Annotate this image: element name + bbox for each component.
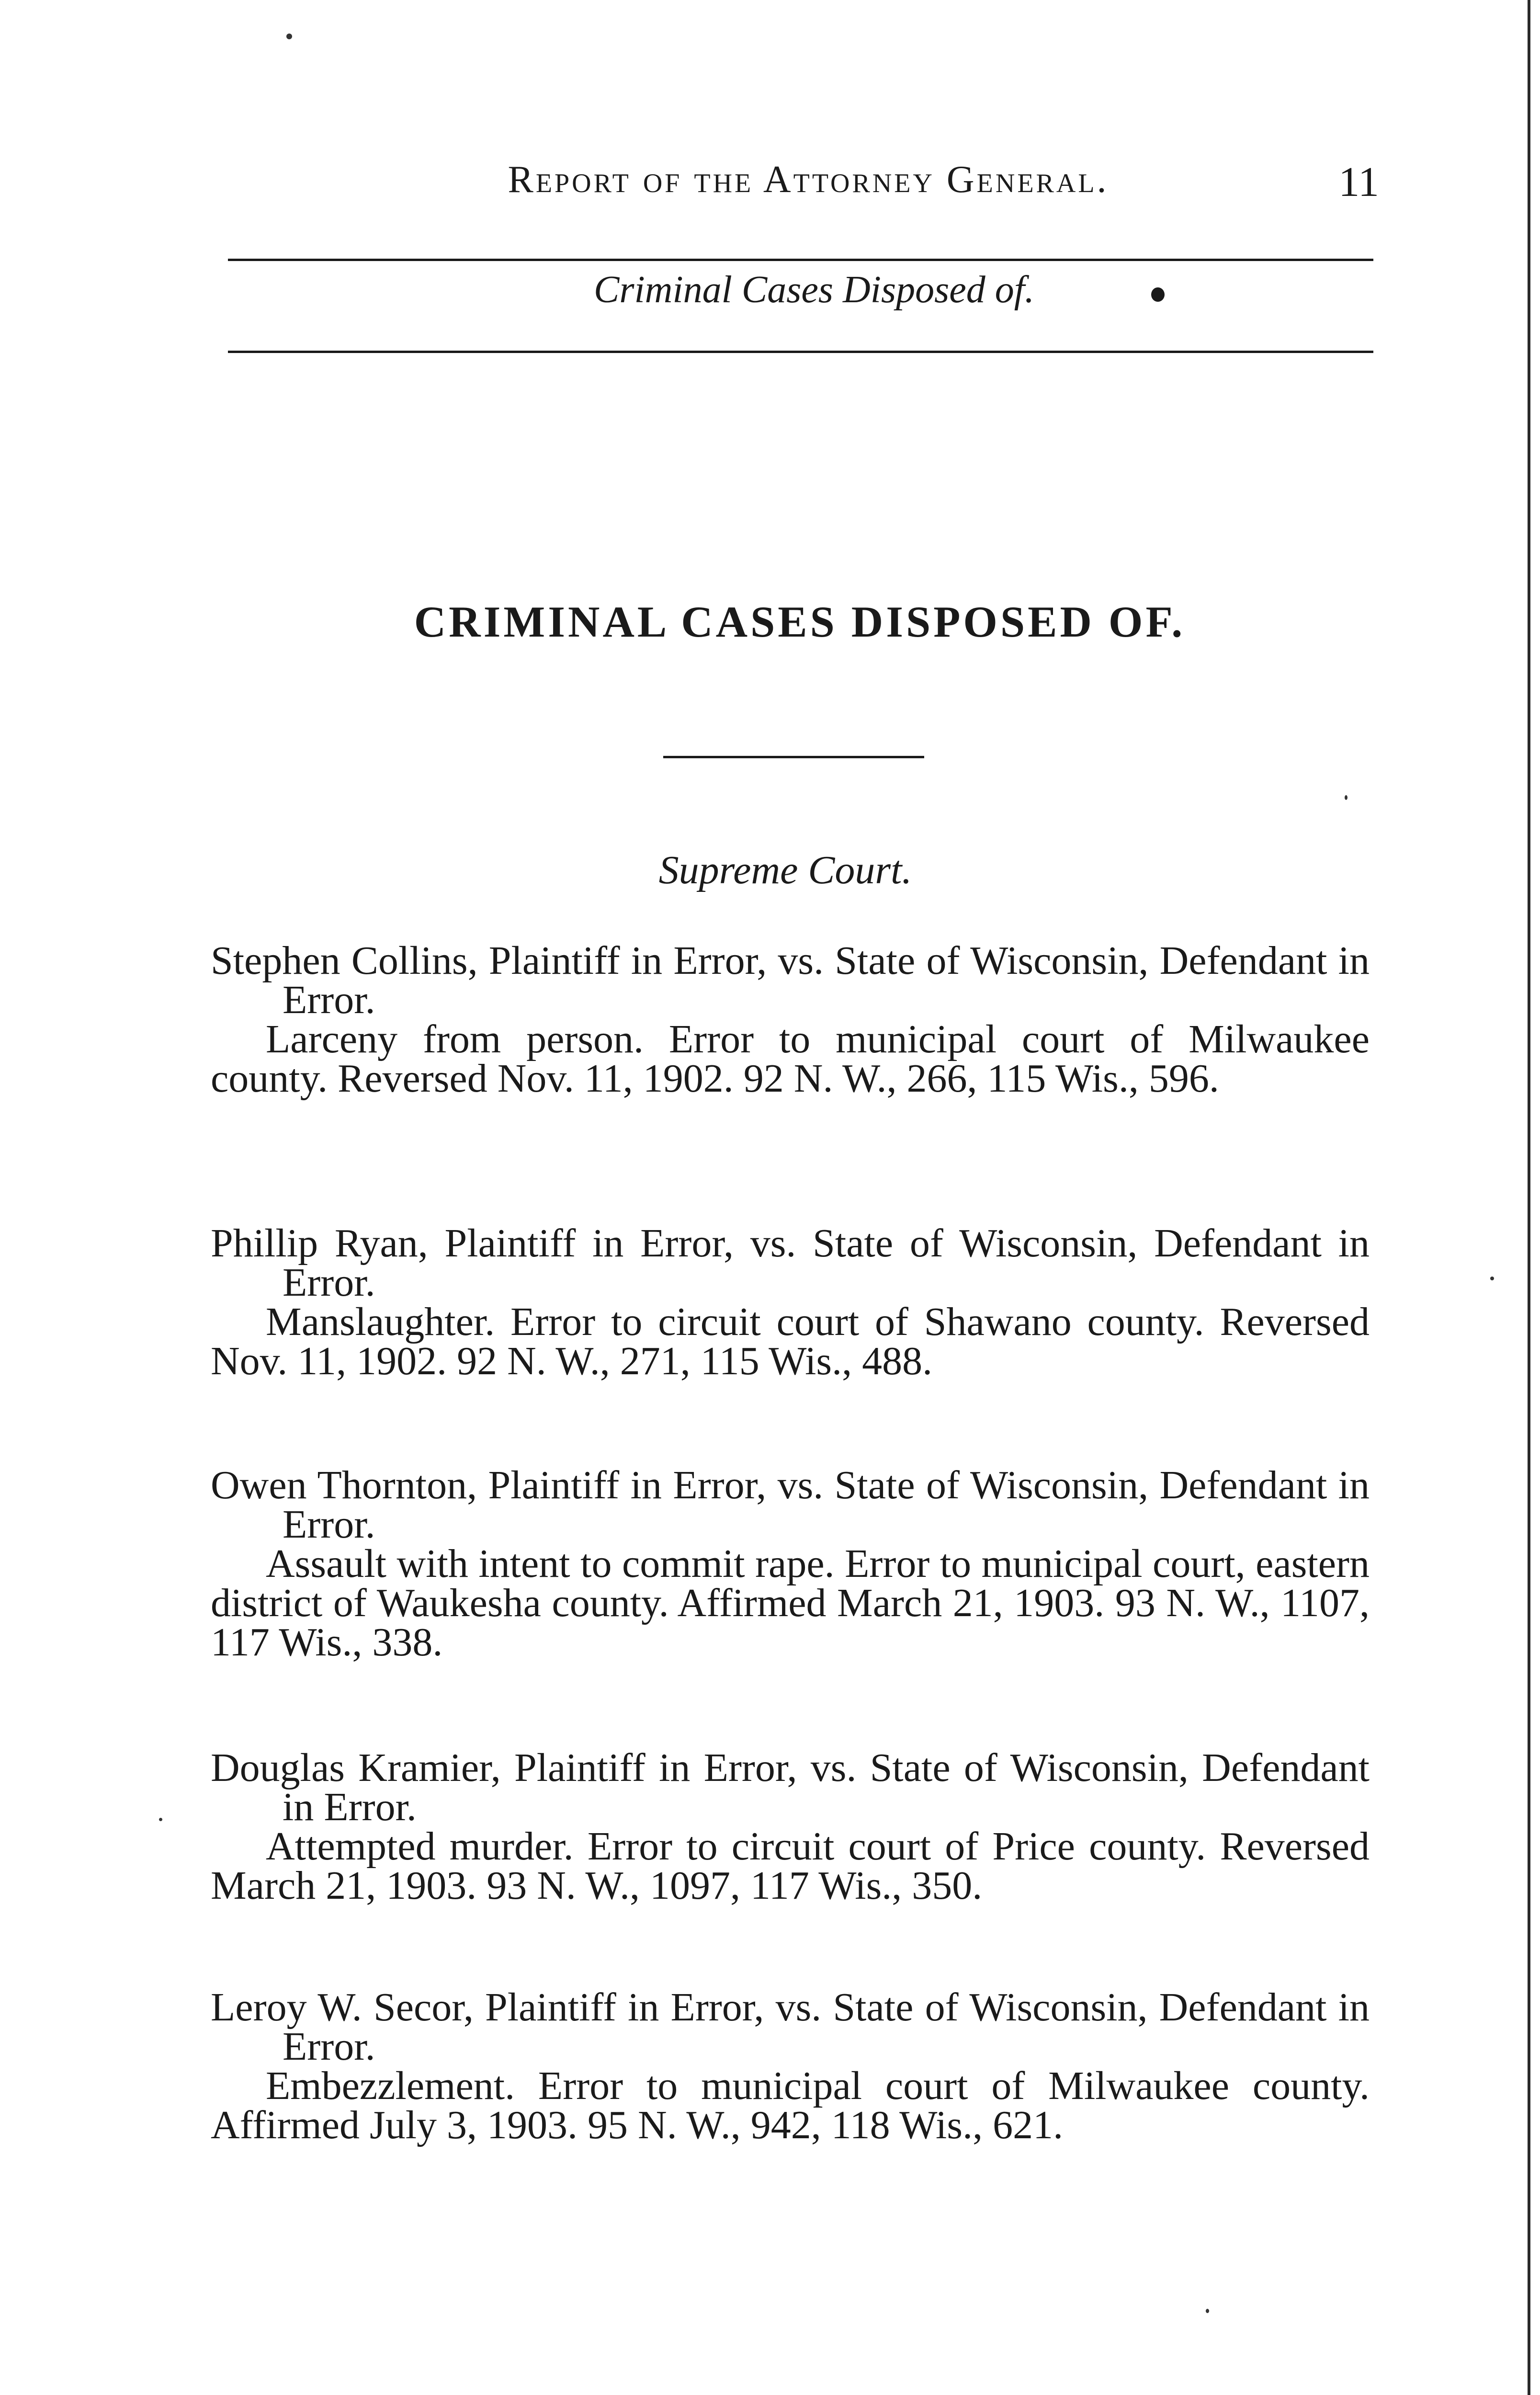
case-parties: Leroy W. Secor, Plaintiff in Error, vs. State of Wisconsin, Defendant in Error. [211, 1985, 1370, 2069]
case-entry [211, 938, 1370, 1101]
case-detail: Attempted murder. Error to circuit court of Price county. Reversed March 21, 1903. 93 N. W., 1097, 117 Wis., 350. [211, 1824, 1370, 1908]
case-detail: Larceny from person. Error to municipal court of Milwaukee county. Reversed Nov. 11, 1902. 92 N. W., 266, 115 Wis., 596. [211, 1017, 1370, 1101]
case-parties: Phillip Ryan, Plaintiff in Error, vs. State of Wisconsin, Defendant in Error. [211, 1221, 1370, 1305]
case-entry [211, 1985, 1370, 2147]
case-parties: Stephen Collins, Plaintiff in Error, vs. State of Wisconsin, Defendant in Error. [211, 938, 1370, 1022]
scan-speck [1345, 795, 1348, 800]
title-divider [663, 756, 924, 758]
court-heading: Supreme Court. [658, 848, 912, 892]
scan-speck [1206, 2309, 1209, 2313]
section-running-heading: Criminal Cases Disposed of. [593, 269, 1035, 311]
case-entry [211, 1221, 1370, 1383]
page-title: CRIMINAL CASES DISPOSED OF. [414, 597, 1186, 646]
case-entry [211, 1745, 1370, 1908]
case-entry [211, 1463, 1370, 1665]
case-parties: Douglas Kramier, Plaintiff in Error, vs. State of Wisconsin, Defendant in Error. [211, 1745, 1370, 1829]
case-parties: Owen Thornton, Plaintiff in Error, vs. State of Wisconsin, Defendant in Error. [211, 1463, 1370, 1547]
header-rule-bottom [228, 351, 1373, 353]
header-rule-top [228, 259, 1373, 261]
printer-dot-mark [1151, 287, 1165, 302]
scan-speck [1490, 1277, 1494, 1280]
scan-speck [159, 1818, 162, 1821]
case-detail: Assault with intent to commit rape. Error to municipal court, eastern district of Waukesha county. Affirmed March 21, 1903. 93 N. W., 1107, 117 Wis., 338. [211, 1541, 1370, 1665]
case-detail: Manslaughter. Error to circuit court of Shawano county. Reversed Nov. 11, 1902. 92 N. W., 271, 115 Wis., 488. [211, 1300, 1370, 1383]
page-number: 11 [1338, 159, 1379, 205]
scan-edge-line [1528, 0, 1530, 2395]
running-head: Report of the Attorney General. [508, 159, 1109, 201]
scan-speck [286, 34, 292, 39]
case-detail: Embezzlement. Error to municipal court of Milwaukee county. Affirmed July 3, 1903. 95 N. W., 942, 118 Wis., 621. [211, 2064, 1370, 2147]
